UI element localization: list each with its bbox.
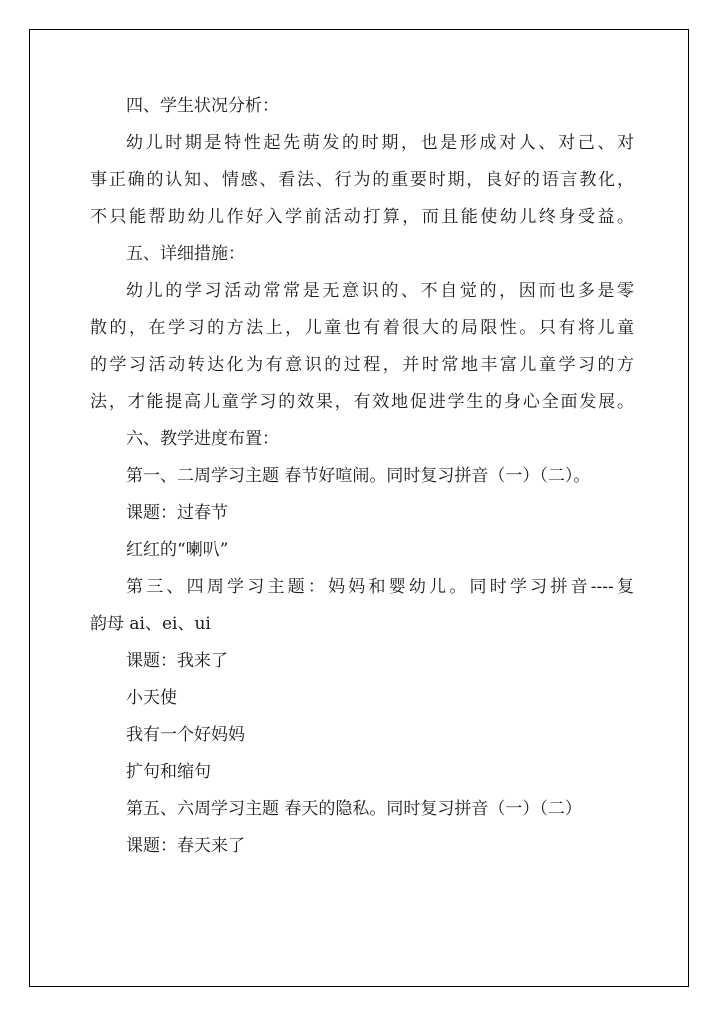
text-line: 幼儿时期是特性起先萌发的时期，也是形成对人、对己、对 xyxy=(126,133,634,153)
text-line: 课题：我来了 xyxy=(126,651,228,671)
text-line: 课题：春天来了 xyxy=(126,836,245,856)
text-line: 第三、四周学习主题：妈妈和婴幼儿。同时学习拼音----复 xyxy=(126,577,634,597)
text-line: 课题：过春节 xyxy=(126,503,228,523)
text-line: 韵母 ai、ei、ui xyxy=(90,614,211,634)
text-line: 五、详细措施： xyxy=(126,244,245,264)
text-line: 事正确的认知、情感、看法、行为的重要时期，良好的语言教化， xyxy=(90,170,634,190)
text-line: 第一、二周学习主题 春节好喧闹。同时复习拼音（一）（二）。 xyxy=(126,466,591,486)
text-line: 的学习活动转达化为有意识的过程，并时常地丰富儿童学习的方 xyxy=(90,355,634,375)
text-line: 我有一个好妈妈 xyxy=(126,725,245,745)
text-line: 扩句和缩句 xyxy=(126,762,211,782)
text-line: 法，才能提高儿童学习的效果，有效地促进学生的身心全面发展。 xyxy=(90,392,634,412)
text-line: 六、教学进度布置： xyxy=(126,429,279,449)
text-line: 小天使 xyxy=(126,688,177,708)
text-line: 四、学生状况分析： xyxy=(126,96,279,116)
document-body xyxy=(90,88,634,865)
text-line: 红红的“喇叭” xyxy=(126,540,229,560)
text-line: 第五、六周学习主题 春天的隐私。同时复习拼音（一）（二） xyxy=(126,799,582,819)
text-line: 不只能帮助幼儿作好入学前活动打算，而且能使幼儿终身受益。 xyxy=(90,207,634,227)
text-line: 幼儿的学习活动常常是无意识的、不自觉的，因而也多是零 xyxy=(126,281,634,301)
text-line: 散的，在学习的方法上，儿童也有着很大的局限性。只有将儿童 xyxy=(90,318,634,338)
